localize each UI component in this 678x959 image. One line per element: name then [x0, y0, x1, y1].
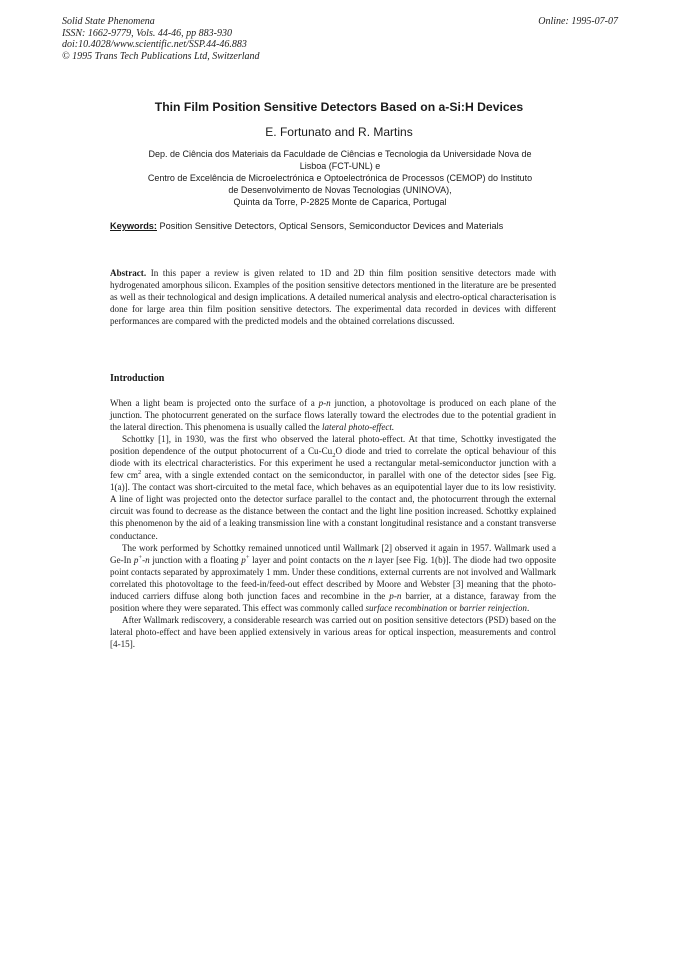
italic-term: p-n — [389, 590, 402, 601]
affiliation-line: Dep. de Ciência dos Materiais da Faculdade de Ciências e Tecnologia da Universidade Nova de — [148, 149, 532, 159]
text-run: . — [526, 602, 530, 613]
text-run: area, with a single extended contact on the semiconductor, in parallel with one of the detector sides [see Fig. 1(a)]. The contact was short-circuited to the metal face, which behaves as an equipotential layer due to its low resistivity. A line of light was projected onto the detector surface parallel to the contact and, the photocurrent through the external circuit was found to decrease as the distance between the contact and the light line position increased. Schottky explained this phenomenon by the aid of a leaking transmission line with a constant longitudinal resistance and a constant transverse conductance. — [110, 470, 557, 541]
paragraph — [110, 397, 556, 433]
italic-term: -n — [142, 554, 150, 565]
text-run: The work performed by Schottky remained unnoticed until Wallmark [2] observed it again in 1957. Wallmark used a Ge-In — [110, 542, 556, 565]
italic-term: surface recombination — [365, 602, 448, 613]
text-run: O diode and tried to correlate the optical behaviour of this diode with its electrical characteristics. For this experiment he used a rectangular metal-semiconductor junction with a few cm — [110, 446, 557, 481]
italic-term: p — [133, 554, 139, 565]
text-run: junction, a photovoltage is produced on each plane of the junction. The photocurrent generated on the surface flows laterally toward the electrodes due to the potential gradient in the lateral direction. This phenomena is usually called the — [110, 398, 556, 433]
paper-authors: E. Fortunato and R. Martins — [265, 125, 413, 139]
affiliation — [100, 148, 580, 208]
paper-title: Thin Film Position Sensitive Detectors Based on a-Si:H Devices — [154, 100, 524, 114]
abstract-text: In this paper a review is given related to 1D and 2D thin film position sensitive detectors made with hydrogenated amorphous silicon. Examples of the position sensitive detectors mentioned in the literature are be presented as well as their technological and design implications. A detailed numerical analysis and electro-optical characterisation is done for large area thin film position sensitive detectors. The experimental data recorded in devices with different performances are compared with the predicted models and the obtained correlations discussed. — [110, 268, 556, 327]
text-run: Schottky [1], in 1930, was the first who observed the lateral photo-effect. At that time, Schottky investigated the position dependence of the output photocurrent of a Cu-Cu — [110, 434, 556, 457]
keywords-text: Position Sensitive Detectors, Optical Sensors, Semiconductor Devices and Materials — [159, 221, 504, 231]
keywords-label: Keywords: — [110, 221, 157, 231]
paragraph — [110, 433, 556, 541]
superscript: + — [138, 553, 143, 561]
keywords — [110, 221, 503, 231]
superscript: + — [245, 553, 250, 561]
text-run: layer and point contacts on the — [249, 554, 369, 565]
text-run: layer [see Fig. 1(b)]. The diode had two opposite point contacts separated by approximately 1 mm. Under these conditions, external currents are not involved and Wallmark correlated this photovoltage to the feed-in/feed-out effect described by Moore and Webster [3] meaning that the photo-induced carriers diffuse along both junction faces and recombine in the — [110, 554, 556, 601]
abstract — [110, 267, 556, 327]
affiliation-line: de Desenvolvimento de Novas Tecnologias (UNINOVA), — [228, 185, 452, 195]
affiliation-line: Centro de Excelência de Microelectrónica e Optoelectrónica de Processos (CEMOP) do Instituto — [147, 173, 533, 183]
introduction-body — [110, 397, 556, 650]
issn-line: ISSN: 1662-9779, Vols. 44-46, pp 883-930 — [62, 27, 232, 39]
paragraph — [110, 542, 556, 614]
text-run: barrier, at a distance, faraway from the position where they were separated. This effect was commonly called — [110, 590, 556, 613]
italic-term: p-n — [318, 398, 331, 408]
subscript: 2 — [332, 452, 336, 459]
superscript: 2 — [138, 469, 142, 477]
section-heading-introduction: Introduction — [110, 373, 165, 384]
italic-term: n — [368, 554, 373, 565]
affiliation-line: Lisboa (FCT-UNL) e — [299, 161, 381, 171]
text-run: or — [447, 602, 460, 613]
italic-term: lateral photo-effect. — [321, 422, 395, 433]
italic-term: p — [241, 554, 246, 565]
text-run: When a light beam is projected onto the surface of a — [110, 398, 319, 408]
paragraph: After Wallmark rediscovery, a considerable research was carried out on position sensitive detectors (PSD) based on the lateral photo-effect and have been applied extensively in various areas for optical inspection, measurements and control [4-15]. — [110, 614, 556, 649]
copyright-line: © 1995 Trans Tech Publications Ltd, Switzerland — [62, 50, 260, 62]
affiliation-line: Quinta da Torre, P-2825 Monte de Caparica, Portugal — [233, 197, 447, 207]
online-date: Online: 1995-07-07 — [538, 16, 618, 27]
journal-name: Solid State Phenomena — [62, 16, 155, 27]
abstract-label: Abstract. — [110, 268, 147, 278]
italic-term: barrier reinjection — [459, 602, 527, 613]
doi-line[interactable]: doi:10.4028/www.scientific.net/SSP.44-46.883 — [62, 39, 247, 50]
text-run: junction with a floating — [149, 554, 242, 565]
